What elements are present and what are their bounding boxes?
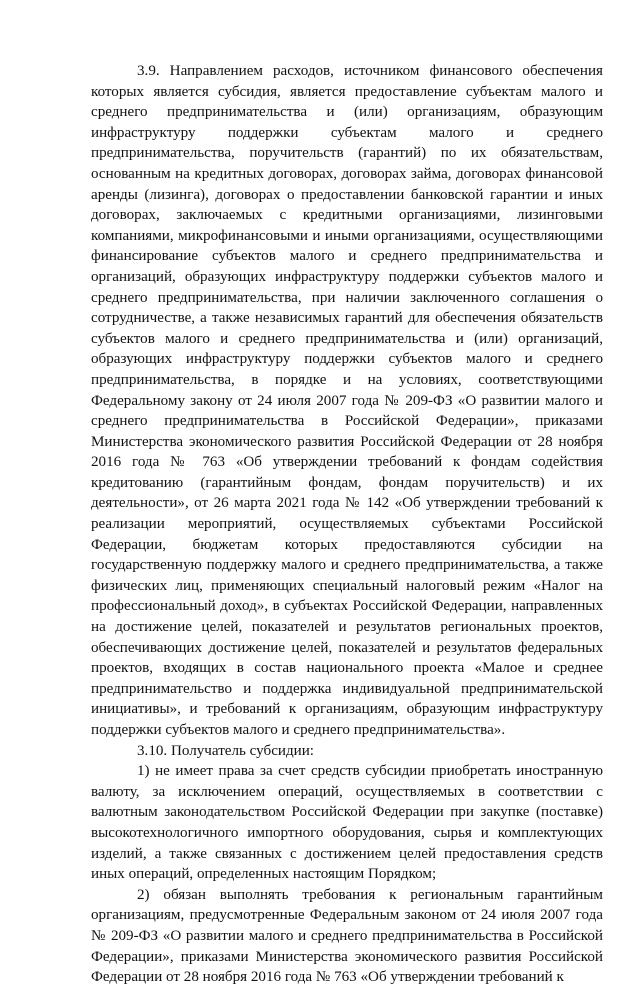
paragraph-3-10-heading: 3.10. Получатель субсидии: [137, 742, 315, 759]
paragraph-item-2: 2) обязан выполнять требования к региональным гарантийным организациям, предусмотренные Федеральным законом от 24 июля 2007 года № 209-ФЗ «О развитии малого и среднего предпринимательства в Российской Федерации», приказами Министерства экономического развития Российской Федерации от 28 ноября 2016 года № 763 «Об утверждении требований к [91, 886, 603, 986]
paragraph-3-9: 3.9. Направлением расходов, источником финансового обеспечения которых является субсидия, является предоставление субъектам малого и среднего предпринимательства и (или) организациям, образующим инфраструктуру поддержки субъектам малого и среднего предпринимательства, поручительств (гарантий) по их обязательствам, основанным на кредитных договорах, договорах займа, договорах финансовой аренды (лизинга), договорах о предоставлении банковской гарантии и иных договорах, заключаемых с кредитными организациями, лизинговыми компаниями, микрофинансовыми и иными организациями, осуществляющими финансирование субъектов малого и среднего предпринимательства и организаций, образующих инфраструктуру поддержки субъектов малого и среднего предпринимательства, при наличии заключенного соглашения о сотрудничестве, а также независимых гарантий для обеспечения обязательств субъектов малого и среднего предпринимательства и (или) организаций, образующих инфраструктуру поддержки субъектов малого и среднего предпринимательства, в порядке и на условиях, соответствующими Федеральному закону от 24 июля 2007 года № 209-ФЗ «О развитии малого и среднего предпринимательства в Российской Федерации», приказами Министерства экономического развития Российской Федерации от 28 ноября 2016 года № 763 «Об утверждении требований к фондам содействия кредитованию (гарантийным фондам, фондам поручительств) и их деятельности», от 26 марта 2021 года № 142 «Об утверждении требований к реализации мероприятий, осуществляемых субъектами Российской Федерации, бюджетам которых предоставляются субсидии на государственную поддержку малого и среднего предпринимательства, а также физических лиц, применяющих специальный налоговый режим «Налог на профессиональный доход», в субъектах Российской Федерации, направленных на достижение целей, показателей и результатов региональных проектов, обеспечивающих достижение целей, показателей и результатов федеральных проектов, входящих в состав национального проекта «Малое и среднее предпринимательство и поддержка индивидуальной предпринимательской инициативы», и требований к организациям, образующим инфраструктуру поддержки субъектов малого и среднего предпринимательства». [91, 63, 603, 738]
document-body [91, 61, 603, 988]
paragraph-item-1: 1) не имеет права за счет средств субсидии приобретать иностранную валюту, за исключением операций, осуществляемых в соответствии с валютным законодательством Российской Федерации при закупке (поставке) высокотехнологичного импортного оборудования, сырья и комплектующих изделий, а также связанных с достижением целей предоставления средств иных операций, определенных настоящим Порядком; [91, 763, 603, 883]
